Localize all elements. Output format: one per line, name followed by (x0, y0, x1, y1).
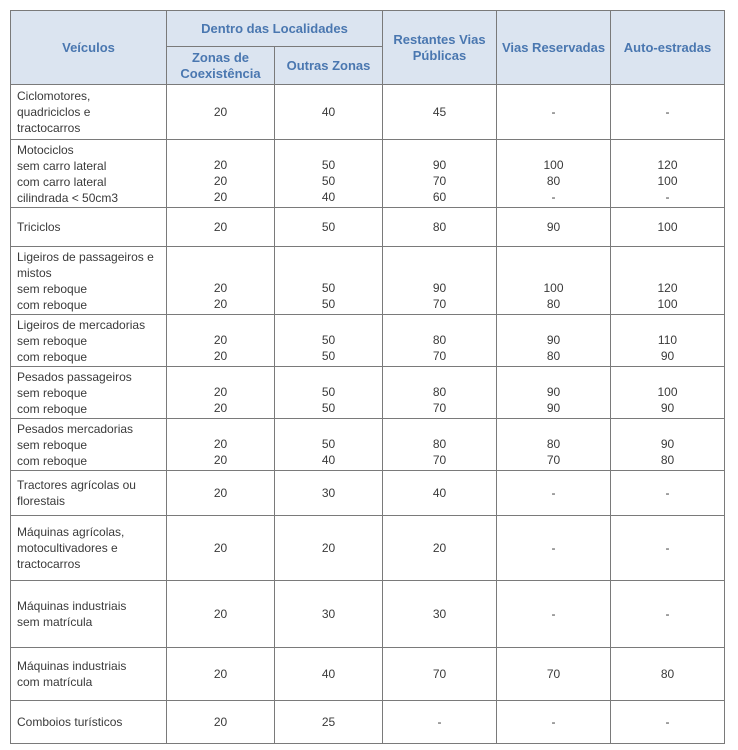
speed-value: 90 (432, 281, 447, 295)
vehicle-label: com matrícula (17, 675, 93, 689)
speed-cell-reserved (497, 648, 611, 701)
speed-value: - (437, 715, 442, 729)
table-row (11, 208, 725, 247)
table-row (11, 648, 725, 701)
vehicle-label: Ligeiros de mercadorias (17, 317, 146, 332)
speed-value: 90 (660, 401, 675, 415)
speed-value: 80 (546, 349, 561, 363)
vehicle-cell (11, 419, 167, 471)
vehicle-label: Pesados mercadorias (17, 421, 134, 436)
vehicle-label: tractocarros (17, 557, 81, 571)
speed-value: 20 (432, 541, 447, 555)
speed-value: 20 (213, 437, 228, 451)
speed-cell-other-zones (275, 419, 383, 471)
speed-value: 100 (657, 297, 678, 311)
speed-cell-motorways (611, 85, 725, 140)
speed-cell-motorways (611, 208, 725, 247)
table-row (11, 140, 725, 208)
speed-cell-reserved (497, 581, 611, 648)
speed-value: 80 (432, 437, 447, 451)
speed-value: 20 (213, 486, 228, 500)
vehicle-label: com reboque (17, 453, 88, 468)
speed-value: 20 (213, 105, 228, 119)
speed-value: 20 (213, 190, 228, 204)
speed-value: - (551, 105, 556, 119)
speed-cell-remaining (383, 85, 497, 140)
speed-cell-other-zones (275, 648, 383, 701)
speed-cell-coexistence (167, 247, 275, 315)
table-row (11, 247, 725, 315)
speed-value: 80 (432, 385, 447, 399)
vehicle-label: mistos (17, 265, 52, 280)
table-body (11, 85, 725, 744)
speed-value: 20 (213, 158, 228, 172)
speed-value: - (551, 486, 556, 500)
speed-value: 20 (213, 385, 228, 399)
speed-cell-reserved (497, 701, 611, 744)
speed-value: 100 (543, 281, 564, 295)
speed-value: 50 (321, 333, 336, 347)
speed-value: 20 (213, 541, 228, 555)
speed-cell-reserved (497, 140, 611, 208)
header-inside-localities: Dentro das Localidades (167, 11, 383, 47)
speed-value: 70 (546, 453, 561, 467)
speed-cell-remaining (383, 516, 497, 581)
speed-value: 20 (213, 401, 228, 415)
vehicle-label: com reboque (17, 401, 88, 416)
speed-value: 40 (432, 486, 447, 500)
speed-cell-motorways (611, 516, 725, 581)
speed-cell-other-zones (275, 516, 383, 581)
vehicle-cell (11, 701, 167, 744)
speed-value: 40 (321, 105, 336, 119)
table-row (11, 367, 725, 419)
speed-value: 50 (321, 220, 336, 234)
speed-cell-motorways (611, 247, 725, 315)
speed-value: 50 (321, 401, 336, 415)
vehicle-label: sem reboque (17, 281, 88, 296)
speed-value: 30 (321, 486, 336, 500)
vehicle-label: Comboios turísticos (17, 715, 123, 729)
speed-value: 90 (546, 333, 561, 347)
speed-cell-motorways (611, 419, 725, 471)
speed-cell-reserved (497, 247, 611, 315)
vehicle-cell (11, 208, 167, 247)
speed-value: 80 (660, 667, 675, 681)
speed-cell-coexistence (167, 315, 275, 367)
header-vehicles: Veículos (11, 11, 167, 85)
speed-value: 100 (657, 385, 678, 399)
vehicle-cell (11, 315, 167, 367)
vehicle-label: Tractores agrícolas ou (17, 478, 136, 492)
header-coexistence-zones: Zonas de Coexistência (167, 47, 275, 85)
speed-value: 30 (321, 607, 336, 621)
table-row (11, 516, 725, 581)
vehicle-label: Máquinas industriais (17, 599, 127, 613)
speed-value: 60 (432, 190, 447, 204)
speed-value: 100 (657, 174, 678, 188)
table-row (11, 471, 725, 516)
speed-cell-remaining (383, 367, 497, 419)
speed-value: 20 (213, 281, 228, 295)
speed-cell-motorways (611, 367, 725, 419)
speed-value: 90 (660, 437, 675, 451)
speed-value: - (551, 190, 556, 204)
table-row (11, 315, 725, 367)
speed-cell-remaining (383, 471, 497, 516)
speed-cell-remaining (383, 581, 497, 648)
vehicle-label: cilindrada < 50cm3 (17, 190, 119, 205)
speed-value: 50 (321, 437, 336, 451)
speed-cell-other-zones (275, 208, 383, 247)
speed-value: - (551, 541, 556, 555)
speed-cell-remaining (383, 208, 497, 247)
speed-value: 20 (213, 715, 228, 729)
speed-limits-table (10, 10, 725, 744)
speed-value: 90 (432, 158, 447, 172)
speed-value: 20 (213, 607, 228, 621)
speed-value: 50 (321, 297, 336, 311)
speed-value: 120 (657, 281, 678, 295)
speed-value: 100 (657, 220, 678, 234)
vehicle-label: Pesados passageiros (17, 369, 132, 384)
speed-value: 20 (213, 297, 228, 311)
speed-value: 40 (321, 190, 336, 204)
speed-cell-coexistence (167, 140, 275, 208)
speed-cell-other-zones (275, 581, 383, 648)
header-reserved-roads: Vias Reservadas (497, 11, 611, 85)
vehicle-label: motocultivadores e (17, 541, 118, 555)
speed-value: 50 (321, 281, 336, 295)
speed-cell-remaining (383, 140, 497, 208)
vehicle-label: com reboque (17, 349, 88, 364)
header-other-zones: Outras Zonas (275, 47, 383, 85)
vehicle-cell (11, 581, 167, 648)
speed-value: - (551, 607, 556, 621)
vehicle-cell (11, 648, 167, 701)
speed-value: 80 (546, 437, 561, 451)
speed-cell-reserved (497, 516, 611, 581)
speed-value: 100 (543, 158, 564, 172)
speed-cell-other-zones (275, 140, 383, 208)
speed-value: 20 (213, 453, 228, 467)
speed-cell-remaining (383, 247, 497, 315)
speed-value: 50 (321, 174, 336, 188)
speed-cell-other-zones (275, 315, 383, 367)
table-row (11, 419, 725, 471)
speed-value: 120 (657, 158, 678, 172)
speed-value: 80 (660, 453, 675, 467)
speed-value: 20 (321, 541, 336, 555)
speed-cell-remaining (383, 648, 497, 701)
table-row (11, 701, 725, 744)
speed-cell-coexistence (167, 208, 275, 247)
speed-cell-reserved (497, 208, 611, 247)
speed-cell-coexistence (167, 516, 275, 581)
vehicle-label: sem carro lateral (17, 158, 107, 173)
vehicle-cell (11, 471, 167, 516)
speed-value: 70 (432, 453, 447, 467)
speed-value: 20 (213, 667, 228, 681)
speed-cell-reserved (497, 315, 611, 367)
speed-value: 50 (321, 385, 336, 399)
speed-cell-coexistence (167, 701, 275, 744)
vehicle-label: Motociclos (17, 142, 74, 157)
vehicle-label: Máquinas agrícolas, (17, 525, 125, 539)
speed-value: 80 (546, 297, 561, 311)
speed-cell-motorways (611, 315, 725, 367)
speed-cell-remaining (383, 315, 497, 367)
speed-value: - (665, 190, 670, 204)
vehicle-label: sem reboque (17, 333, 88, 348)
speed-cell-other-zones (275, 701, 383, 744)
speed-value: 70 (546, 667, 561, 681)
speed-cell-coexistence (167, 581, 275, 648)
speed-cell-motorways (611, 471, 725, 516)
speed-value: 50 (321, 349, 336, 363)
header-remaining-roads: Restantes Vias Públicas (383, 11, 497, 85)
speed-cell-motorways (611, 140, 725, 208)
vehicle-label: sem matrícula (17, 615, 93, 629)
speed-value: 70 (432, 174, 447, 188)
speed-cell-motorways (611, 701, 725, 744)
vehicle-label: com reboque (17, 297, 88, 312)
vehicle-cell (11, 85, 167, 140)
speed-cell-other-zones (275, 367, 383, 419)
vehicle-label: florestais (17, 494, 66, 508)
vehicle-cell (11, 516, 167, 581)
speed-cell-reserved (497, 367, 611, 419)
speed-cell-reserved (497, 419, 611, 471)
speed-value: 70 (432, 297, 447, 311)
speed-cell-coexistence (167, 85, 275, 140)
speed-value: 30 (432, 607, 447, 621)
speed-cell-reserved (497, 471, 611, 516)
vehicle-label: sem reboque (17, 385, 88, 400)
speed-cell-coexistence (167, 648, 275, 701)
speed-value: - (665, 715, 670, 729)
table-row (11, 581, 725, 648)
speed-value: 45 (432, 105, 447, 119)
speed-cell-motorways (611, 581, 725, 648)
speed-value: 25 (321, 715, 336, 729)
speed-value: 90 (546, 401, 561, 415)
table-header (11, 11, 725, 85)
speed-value: 110 (657, 333, 678, 347)
vehicle-label: sem reboque (17, 437, 88, 452)
vehicle-cell (11, 367, 167, 419)
speed-cell-other-zones (275, 85, 383, 140)
speed-value: - (665, 541, 670, 555)
speed-value: 90 (546, 385, 561, 399)
vehicle-label: com carro lateral (17, 174, 107, 189)
speed-value: 80 (432, 220, 447, 234)
speed-value: 80 (546, 174, 561, 188)
table-row (11, 85, 725, 140)
speed-value: 20 (213, 349, 228, 363)
speed-cell-motorways (611, 648, 725, 701)
speed-value: - (665, 607, 670, 621)
speed-value: - (551, 715, 556, 729)
speed-value: 20 (213, 174, 228, 188)
speed-cell-other-zones (275, 247, 383, 315)
speed-cell-coexistence (167, 471, 275, 516)
speed-cell-other-zones (275, 471, 383, 516)
vehicle-label: tractocarros (17, 121, 81, 135)
speed-value: 90 (546, 220, 561, 234)
vehicle-label: Ciclomotores, (17, 89, 91, 103)
vehicle-label: Ligeiros de passageiros e (17, 249, 154, 264)
speed-value: 70 (432, 667, 447, 681)
speed-value: 90 (660, 349, 675, 363)
speed-cell-reserved (497, 85, 611, 140)
speed-cell-remaining (383, 419, 497, 471)
speed-cell-coexistence (167, 419, 275, 471)
speed-value: 40 (321, 667, 336, 681)
vehicle-cell (11, 140, 167, 208)
speed-value: 70 (432, 349, 447, 363)
speed-value: - (665, 105, 670, 119)
speed-value: 20 (213, 220, 228, 234)
speed-value: 40 (321, 453, 336, 467)
speed-cell-coexistence (167, 367, 275, 419)
vehicle-label: Triciclos (17, 220, 61, 234)
speed-cell-remaining (383, 701, 497, 744)
vehicle-cell (11, 247, 167, 315)
speed-value: 70 (432, 401, 447, 415)
speed-value: 20 (213, 333, 228, 347)
speed-value: - (665, 486, 670, 500)
vehicle-label: Máquinas industriais (17, 659, 127, 673)
header-motorways: Auto-estradas (611, 11, 725, 85)
speed-value: 80 (432, 333, 447, 347)
speed-value: 50 (321, 158, 336, 172)
vehicle-label: quadriciclos e (17, 105, 91, 119)
